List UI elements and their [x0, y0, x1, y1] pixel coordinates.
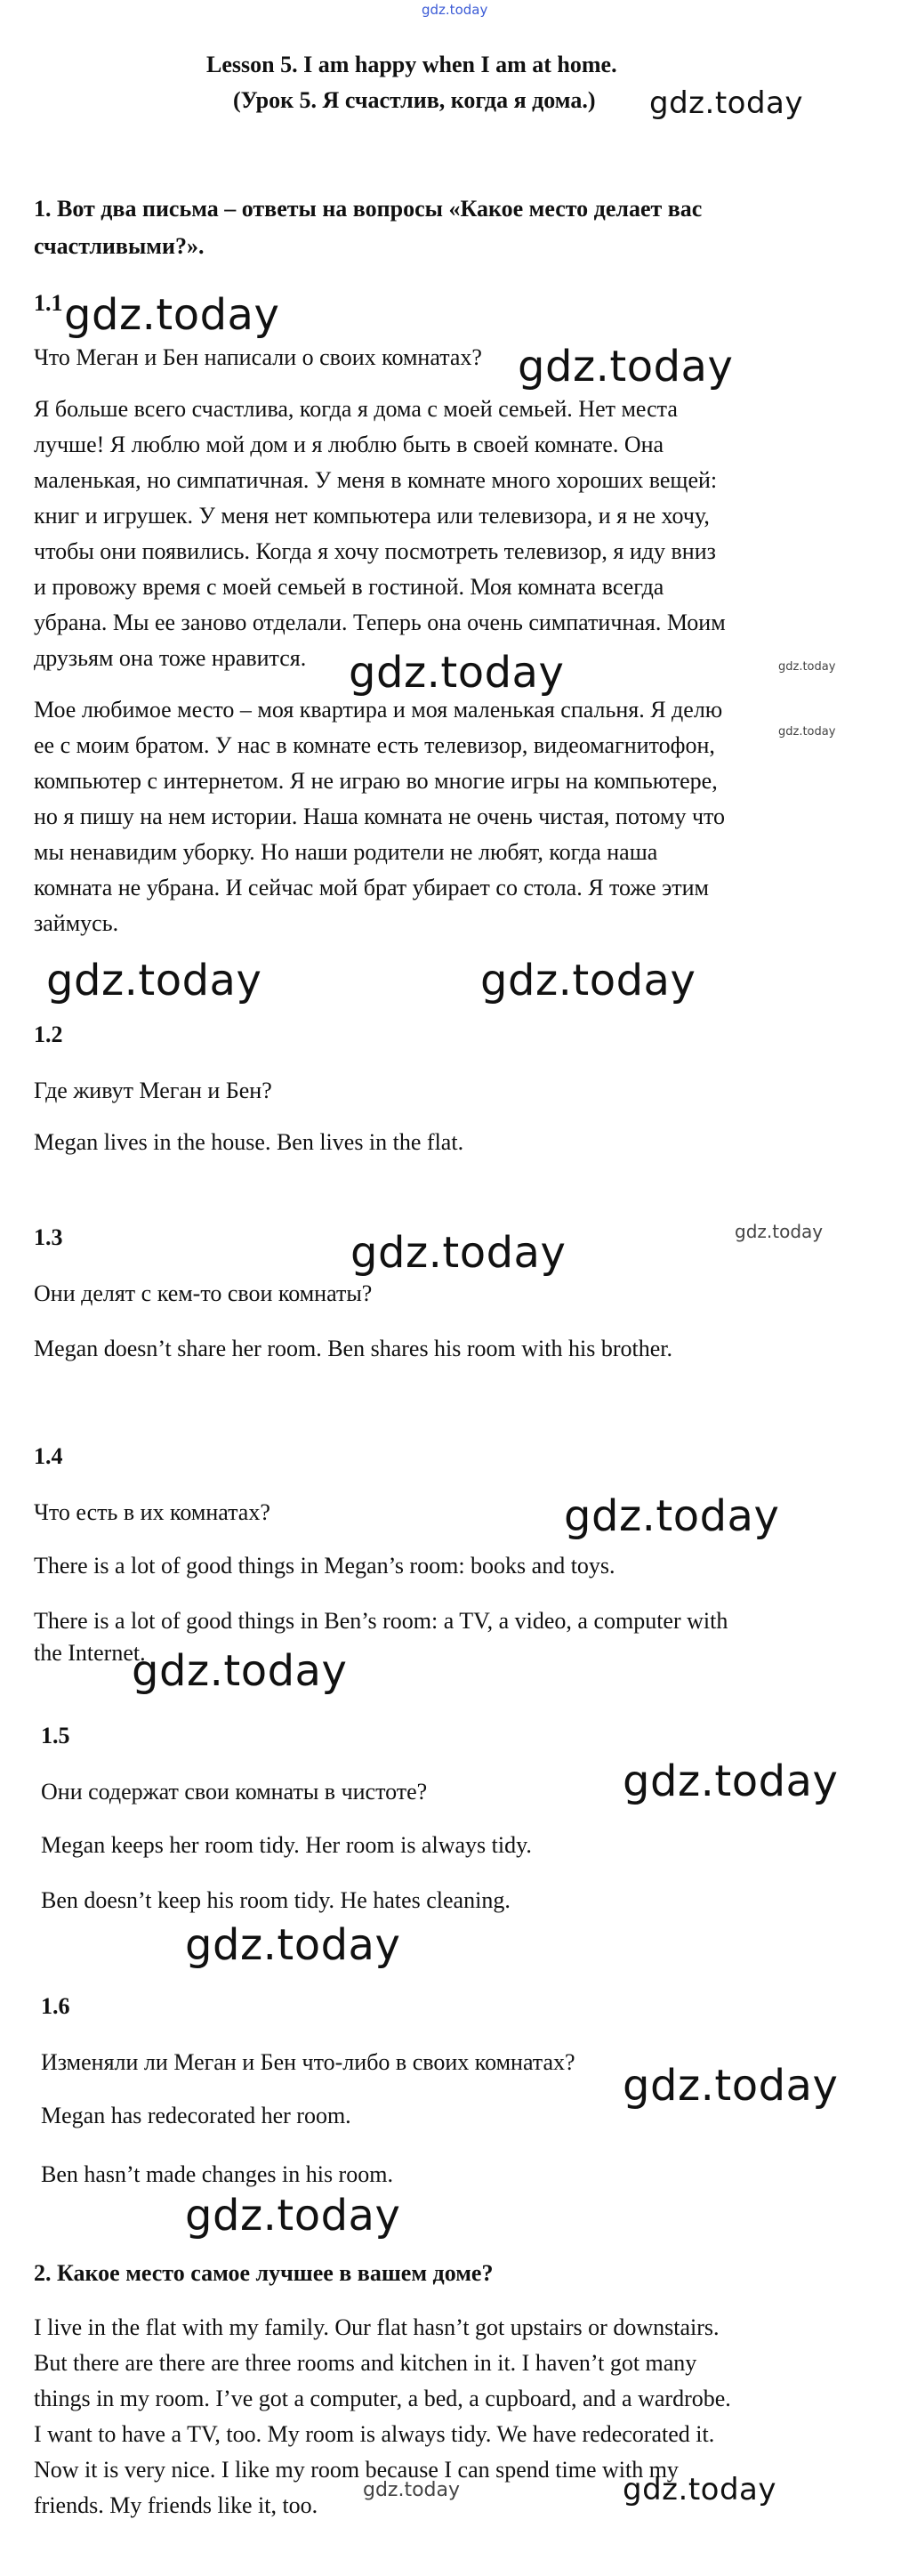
q1-6-answer-megan: Megan has redecorated her room. — [41, 2103, 351, 2128]
section2-heading: 2. Какое место самое лучшее в вашем доме? — [34, 2260, 494, 2286]
section1-heading-cont: счастливыми?». — [34, 233, 205, 259]
q1-6-number: 1.6 — [41, 1993, 70, 2019]
text-line: мы ненавидим уборку. Но наши родители не любят, когда наша — [34, 839, 658, 865]
watermark: gdz.today — [64, 290, 280, 340]
site-link[interactable]: gdz.today — [422, 2, 488, 18]
q1-3-question: Они делят с кем-то свои комнаты? — [34, 1280, 373, 1306]
watermark: gdz.today — [778, 725, 836, 739]
q1-4-number: 1.4 — [34, 1443, 63, 1469]
text-line: но я пишу на нем истории. Наша комната не очень чистая, потому что — [34, 803, 726, 829]
text-line: друзьям она тоже нравится. — [34, 645, 307, 671]
q1-1-number: 1.1 — [34, 290, 63, 316]
q1-5-number: 1.5 — [41, 1723, 70, 1748]
text-line: Я больше всего счастлива, когда я дома с моей семьей. Нет места — [34, 396, 678, 422]
text-line: Now it is very nice. I like my room because I can spend time with my — [34, 2457, 679, 2483]
q1-6-answer-ben: Ben hasn’t made changes in his room. — [41, 2161, 393, 2187]
watermark: gdz.today — [623, 1756, 839, 1806]
q1-4-answer-megan: There is a lot of good things in Megan’s room: books and toys. — [34, 1553, 615, 1579]
watermark: gdz.today — [623, 2061, 839, 2111]
text-line: things in my room. I’ve got a computer, a bed, a cupboard, and a wardrobe. — [34, 2386, 731, 2411]
watermark: gdz.today — [349, 648, 565, 698]
watermark: gdz.today — [185, 2191, 401, 2241]
q1-5-answer-megan: Megan keeps her room tidy. Her room is always tidy. — [41, 1832, 532, 1858]
watermark: gdz.today — [363, 2479, 461, 2501]
q1-5-answer-ben: Ben doesn’t keep his room tidy. He hates cleaning. — [41, 1887, 511, 1913]
text-line: и провожу время с моей семьей в гостиной. Моя комната всегда — [34, 574, 664, 600]
text-line: friends. My friends like it, too. — [34, 2492, 318, 2518]
watermark: gdz.today — [564, 1491, 780, 1541]
q1-4-answer-ben-cont: the Internet. — [34, 1640, 146, 1666]
text-line: комната не убрана. И сейчас мой брат убирает со стола. Я тоже этим — [34, 875, 709, 900]
lesson-title: Lesson 5. I am happy when I am at home. — [206, 52, 617, 77]
q1-6-question: Изменяли ли Меган и Бен что-либо в своих комнатах? — [41, 2049, 575, 2075]
watermark: gdz.today — [350, 1228, 567, 1278]
q1-4-question: Что есть в их комнатах? — [34, 1499, 270, 1525]
text-line: I live in the flat with my family. Our flat hasn’t got upstairs or downstairs. — [34, 2314, 720, 2340]
watermark: gdz.today — [623, 2472, 776, 2507]
watermark: gdz.today — [518, 342, 734, 392]
watermark: gdz.today — [649, 85, 803, 121]
watermark: gdz.today — [46, 956, 262, 1005]
q1-3-answer: Megan doesn’t share her room. Ben shares his room with his brother. — [34, 1336, 672, 1361]
text-line: маленькая, но симпатичная. У меня в комнате много хороших вещей: — [34, 467, 718, 493]
watermark: gdz.today — [735, 1221, 824, 1242]
text-line: лучше! Я люблю мой дом и я люблю быть в своей комнате. Она — [34, 432, 664, 457]
text-line: But there are there are three rooms and kitchen in it. I haven’t got many — [34, 2350, 697, 2376]
lesson-title-ru: (Урок 5. Я счастлив, когда я дома.) — [233, 87, 596, 113]
watermark: gdz.today — [480, 956, 696, 1005]
q1-5-question: Они содержат свои комнаты в чистоте? — [41, 1779, 428, 1805]
text-line: компьютер с интернетом. Я не играю во многие игры на компьютере, — [34, 768, 718, 794]
text-line: книг и игрушек. У меня нет компьютера или телевизора, и я не хочу, — [34, 503, 710, 529]
text-line: I want to have a TV, too. My room is always tidy. We have redecorated it. — [34, 2421, 715, 2447]
watermark: gdz.today — [778, 660, 836, 674]
q1-2-number: 1.2 — [34, 1022, 63, 1047]
q1-2-question: Где живут Меган и Бен? — [34, 1078, 272, 1103]
q1-1-question: Что Меган и Бен написали о своих комнатах? — [34, 344, 482, 370]
section1-heading: 1. Вот два письма – ответы на вопросы «Какое место делает вас — [34, 196, 703, 222]
text-line: Мое любимое место – моя квартира и моя маленькая спальня. Я делю — [34, 697, 723, 723]
q1-4-answer-ben: There is a lot of good things in Ben’s room: a TV, a video, a computer with — [34, 1608, 728, 1634]
text-line: чтобы они появились. Когда я хочу посмотреть телевизор, я иду вниз — [34, 538, 716, 564]
q1-3-number: 1.3 — [34, 1224, 63, 1250]
q1-1-letter-megan — [34, 392, 861, 676]
q1-1-letter-ben — [34, 692, 861, 941]
watermark: gdz.today — [132, 1646, 348, 1696]
watermark: gdz.today — [185, 1920, 401, 1970]
text-line: ее с моим братом. У нас в комнате есть телевизор, видеомагнитофон, — [34, 732, 715, 758]
q1-2-answer: Megan lives in the house. Ben lives in the flat. — [34, 1129, 464, 1155]
text-line: займусь. — [34, 910, 119, 936]
text-line: убрана. Мы ее заново отделали. Теперь она очень симпатичная. Моим — [34, 610, 726, 635]
